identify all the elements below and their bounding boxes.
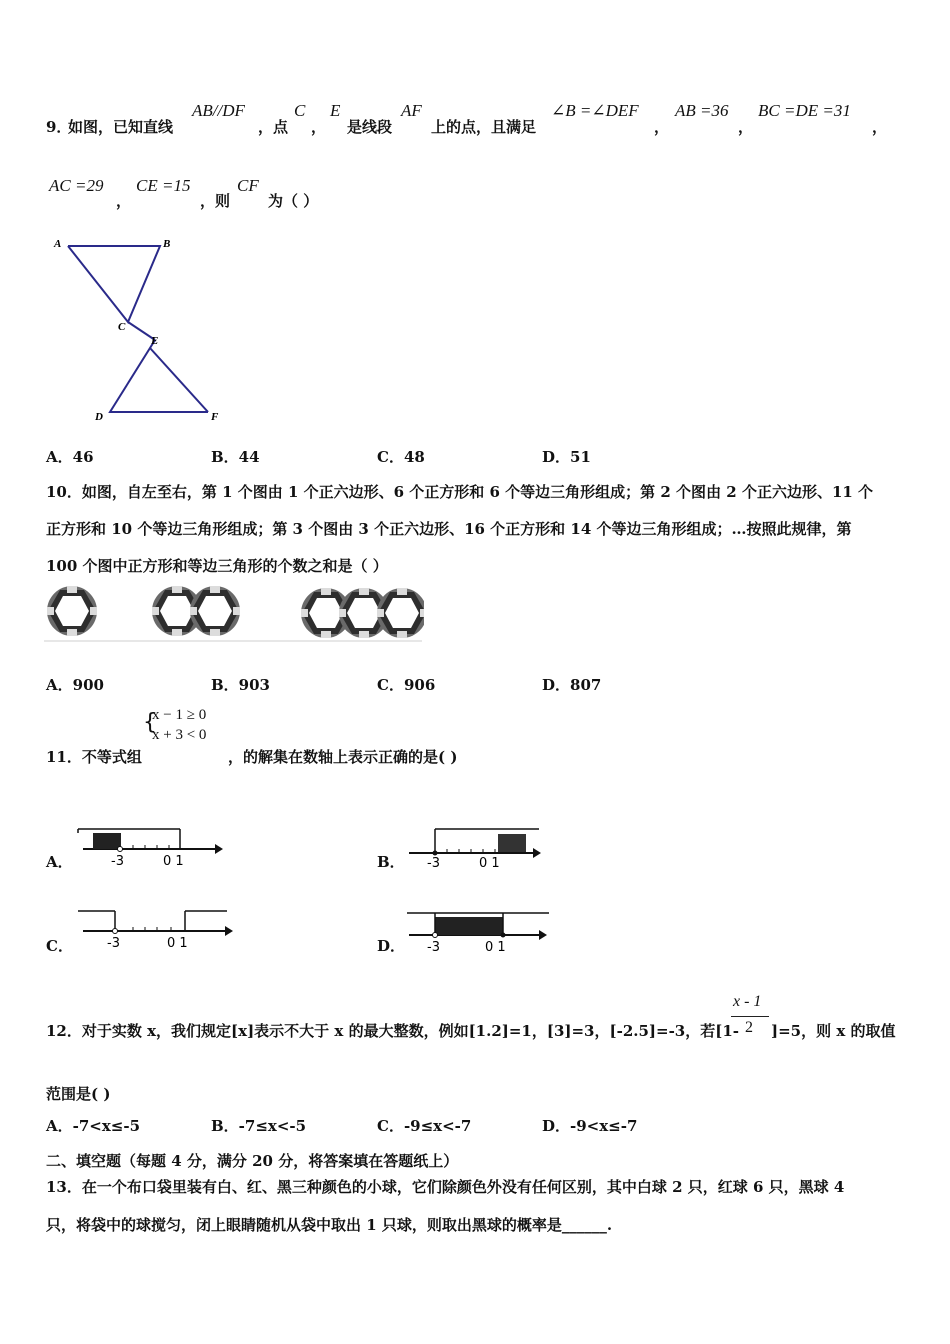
q11-option-c-label[interactable]: C．: [46, 937, 73, 955]
q11-c-tick-01: 0 1: [167, 936, 188, 951]
q9-text-6: ，: [654, 118, 670, 136]
q12-option-b[interactable]: B．-7≤x<-5: [211, 1117, 307, 1135]
q11-system-line-1: x − 1 ≥ 0: [152, 707, 207, 723]
q9-math-c: C: [294, 101, 306, 120]
q11-option-a-number-line[interactable]: [75, 823, 225, 871]
q9-math-ce: CE =15: [136, 176, 191, 195]
q10-figure-1-hexagon: [47, 586, 97, 636]
q10-option-a[interactable]: A．900: [46, 676, 104, 694]
q9-text-9: ，: [116, 192, 132, 210]
section-2-heading: 二、填空题（每题 4 分，满分 20 分，将答案填在答题纸上）: [46, 1152, 459, 1170]
q10-line-1: 10．如图，自左至右，第 1 个图由 1 个正六边形、6 个正方形和 6 个等边三角形组成；第 2 个图由 2 个正六边形、11 个: [46, 483, 874, 501]
q11-option-a-label[interactable]: A．: [46, 853, 73, 871]
q10-option-c[interactable]: C．906: [377, 676, 436, 694]
q9-text-10: ，则: [200, 192, 231, 210]
q11-option-b-label[interactable]: B．: [377, 853, 405, 871]
q11-d-tick-neg3: -3: [427, 940, 440, 955]
q9-text-5: 上的点，且满足: [431, 118, 537, 136]
q11-text-before: 11．不等式组: [46, 748, 142, 766]
q11-c-tick-neg3: -3: [107, 936, 120, 951]
q9-label-d: D: [95, 411, 103, 423]
q10-line-3: 100 个图中正方形和等边三角形的个数之和是（ ）: [46, 557, 388, 575]
q9-text-4: 是线段: [347, 118, 393, 136]
q10-option-d[interactable]: D．807: [542, 676, 602, 694]
q10-hexagon-pattern-figure: [44, 583, 424, 643]
q10-figure-2-hexagon-2: [190, 586, 240, 636]
q9-text-11: 为（ ）: [268, 192, 319, 210]
q11-d-tick-01: 0 1: [485, 940, 506, 955]
q12-option-d[interactable]: D．-9<x≤-7: [542, 1117, 638, 1135]
q12-line-2: 范围是( ): [46, 1085, 111, 1103]
q11-text-after: ，的解集在数轴上表示正确的是( ): [228, 748, 458, 766]
q9-label-a: A: [54, 238, 62, 250]
q9-label-b: B: [163, 238, 171, 250]
q9-math-ac: AC =29: [49, 176, 104, 195]
q11-system-brace: {: [143, 710, 157, 735]
q9-option-d[interactable]: D．51: [542, 448, 591, 466]
q11-system-line-2: x + 3 < 0: [152, 727, 207, 743]
q9-label-f: F: [211, 411, 219, 423]
q12-fraction: [731, 993, 769, 1041]
q9-option-a[interactable]: A．46: [46, 448, 94, 466]
q12-text: 12．对于实数 x，我们规定[x]表示不大于 x 的最大整数，例如[1.2]=1，[3]=3，[-2.5]=-3，若[1-: [46, 1022, 740, 1040]
q10-option-b[interactable]: B．903: [211, 676, 270, 694]
q9-option-c[interactable]: C．48: [377, 448, 425, 466]
q9-text-1: 如图，已知直线: [68, 118, 174, 136]
q11-b-tick-neg3: -3: [427, 856, 440, 871]
q13-line-1: 13．在一个布口袋里装有白、红、黑三种颜色的小球，它们除颜色外没有任何区别，其中白球 2 只，红球 6 只，黑球 4: [46, 1178, 845, 1196]
q9-triangle-def: [110, 340, 208, 412]
q11-option-d-number-line[interactable]: [405, 905, 555, 955]
q10-line-2: 正方形和 10 个等边三角形组成；第 3 个图由 3 个正六边形、16 个正方形和 14 个等边三角形组成；…按照此规律，第: [46, 520, 852, 538]
q11-option-d-label[interactable]: D．: [377, 937, 406, 955]
q9-math-bc: BC =DE =31: [758, 101, 851, 120]
q12-fraction-denominator: 2: [745, 1019, 753, 1036]
q9-number: 9．: [46, 118, 72, 136]
q9-math-cf: CF: [237, 176, 259, 195]
q9-text-8: ，: [872, 118, 888, 136]
q9-label-e: E: [151, 335, 159, 347]
q11-a-tick-neg3: -3: [111, 854, 124, 869]
q11-option-c-number-line[interactable]: [75, 905, 237, 953]
q9-triangles-figure: [40, 230, 240, 425]
q9-math-af: AF: [401, 101, 422, 120]
q13-line-2: 只，将袋中的球搅匀，闭上眼睛随机从袋中取出 1 只球，则取出黑球的概率是______.: [46, 1216, 613, 1234]
q9-text-7: ，: [738, 118, 754, 136]
q9-math-e: E: [330, 101, 341, 120]
q9-math-ab: AB =36: [675, 101, 729, 120]
q9-math-abdf: AB//DF: [192, 101, 245, 120]
q9-math-angle: ∠B =∠DEF: [551, 101, 639, 120]
q9-text-3: ，: [311, 118, 327, 136]
q12-option-c[interactable]: C．-9≤x<-7: [377, 1117, 472, 1135]
q9-label-c: C: [118, 321, 126, 333]
q9-line-ef: [150, 348, 208, 412]
q12-option-a[interactable]: A．-7<x≤-5: [46, 1117, 141, 1135]
q12-fraction-numerator: x - 1: [733, 993, 762, 1010]
q9-option-b[interactable]: B．44: [211, 448, 260, 466]
q11-option-b-number-line[interactable]: [405, 823, 550, 871]
q9-triangle-abc: [68, 246, 160, 322]
q9-text-2: ，点: [258, 118, 289, 136]
q10-figure-3-hexagon-3: [377, 588, 424, 638]
q11-b-tick-01: 0 1: [479, 856, 500, 871]
q11-a-tick-01: 0 1: [163, 854, 184, 869]
q12-text-end: ]=5，则 x 的取值: [771, 1022, 896, 1040]
